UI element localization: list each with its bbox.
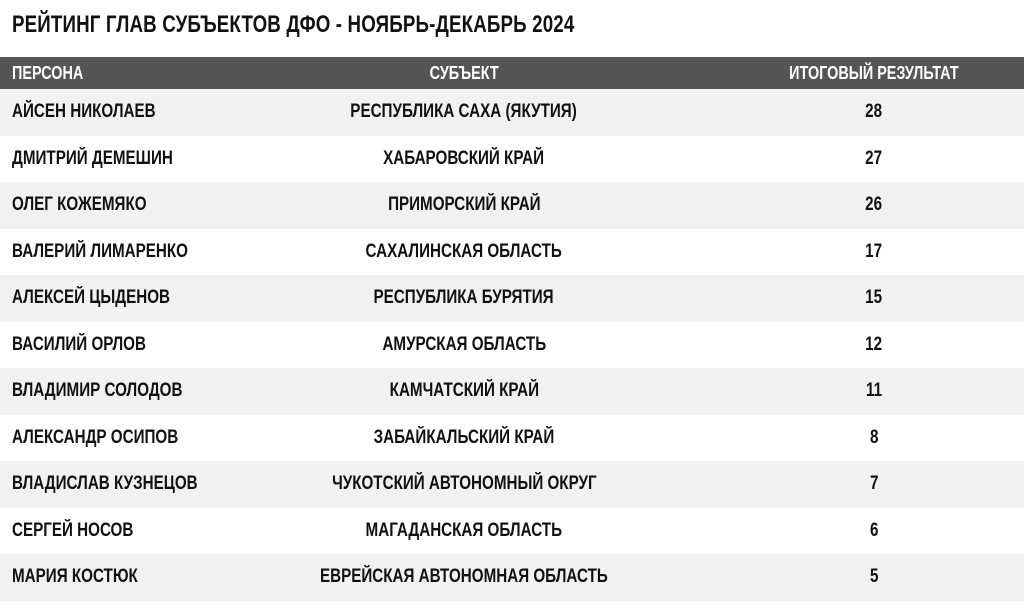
cell-result: [744, 461, 1004, 508]
subject-name: ПРИМОРСКИЙ КРАЙ: [387, 194, 541, 216]
cell-subject: [264, 508, 664, 555]
result-value: 6: [869, 519, 879, 541]
subject-name: РЕСПУБЛИКА САХА (ЯКУТИЯ): [350, 101, 578, 123]
cell-subject: [264, 368, 664, 415]
person-name: ВАЛЕРИЙ ЛИМАРЕНКО: [12, 240, 188, 262]
cell-subject: [264, 89, 664, 136]
person-name: АЛЕКСАНДР ОСИПОВ: [12, 426, 179, 448]
page-title: РЕЙТИНГ ГЛАВ СУБЪЕКТОВ ДФО - НОЯБРЬ-ДЕКАБРЬ 2024: [12, 11, 575, 38]
cell-subject: [264, 136, 664, 183]
result-value: 26: [865, 194, 883, 216]
cell-result: [744, 368, 1004, 415]
header-subject: [264, 57, 664, 89]
result-value: 11: [865, 380, 883, 402]
cell-subject: [264, 415, 664, 462]
subject-name: АМУРСКАЯ ОБЛАСТЬ: [382, 333, 546, 355]
table-row: [0, 461, 1024, 508]
table-row: [0, 508, 1024, 555]
header-person-label: ПЕРСОНА: [12, 62, 84, 83]
header-result-label: ИТОГОВЫЙ РЕЗУЛЬТАТ: [789, 62, 959, 83]
cell-result: [744, 415, 1004, 462]
cell-result: [744, 182, 1004, 229]
cell-result: [744, 136, 1004, 183]
subject-name: РЕСПУБЛИКА БУРЯТИЯ: [373, 287, 555, 309]
cell-subject: [264, 229, 664, 276]
result-value: 28: [865, 101, 883, 123]
result-value: 12: [865, 333, 883, 355]
cell-result: [744, 508, 1004, 555]
person-name: ДМИТРИЙ ДЕМЕШИН: [12, 147, 173, 169]
cell-subject: [264, 275, 664, 322]
table-row: [0, 322, 1024, 369]
cell-subject: [264, 554, 664, 601]
result-value: 8: [869, 426, 879, 448]
table-row: [0, 136, 1024, 183]
subject-name: ЧУКОТСКИЙ АВТОНОМНЫЙ ОКРУГ: [331, 473, 597, 495]
cell-result: [744, 322, 1004, 369]
table-row: [0, 89, 1024, 136]
table-row: [0, 554, 1024, 601]
person-name: МАРИЯ КОСТЮК: [12, 566, 138, 588]
table-row: [0, 415, 1024, 462]
person-name: АЛЕКСЕЙ ЦЫДЕНОВ: [12, 287, 171, 309]
subject-name: КАМЧАТСКИЙ КРАЙ: [389, 380, 539, 402]
cell-result: [744, 89, 1004, 136]
table-row: [0, 275, 1024, 322]
cell-subject: [264, 182, 664, 229]
subject-name: САХАЛИНСКАЯ ОБЛАСТЬ: [365, 240, 563, 262]
cell-result: [744, 554, 1004, 601]
header-subject-label: СУБЪЕКТ: [429, 62, 499, 83]
person-name: ВЛАДИМИР СОЛОДОВ: [12, 380, 183, 402]
cell-subject: [264, 461, 664, 508]
result-value: 15: [865, 287, 883, 309]
person-name: ОЛЕГ КОЖЕМЯКО: [12, 194, 147, 216]
cell-subject: [264, 322, 664, 369]
result-value: 27: [865, 147, 883, 169]
table-row: [0, 182, 1024, 229]
header-result: [744, 57, 1004, 89]
person-name: ВЛАДИСЛАВ КУЗНЕЦОВ: [12, 473, 198, 495]
subject-name: ЗАБАЙКАЛЬСКИЙ КРАЙ: [373, 426, 555, 448]
person-name: АЙСЕН НИКОЛАЕВ: [12, 101, 156, 123]
result-value: 5: [869, 566, 879, 588]
table-row: [0, 229, 1024, 276]
person-name: ВАСИЛИЙ ОРЛОВ: [12, 333, 146, 355]
table-header-row: [0, 57, 1024, 89]
table-row: [0, 368, 1024, 415]
result-value: 17: [865, 240, 883, 262]
rating-table: [0, 57, 1024, 601]
subject-name: ЕВРЕЙСКАЯ АВТОНОМНАЯ ОБЛАСТЬ: [320, 566, 608, 588]
result-value: 7: [869, 473, 879, 495]
cell-result: [744, 275, 1004, 322]
subject-name: ХАБАРОВСКИЙ КРАЙ: [383, 147, 545, 169]
subject-name: МАГАДАНСКАЯ ОБЛАСТЬ: [365, 519, 563, 541]
cell-result: [744, 229, 1004, 276]
person-name: СЕРГЕЙ НОСОВ: [12, 519, 134, 541]
